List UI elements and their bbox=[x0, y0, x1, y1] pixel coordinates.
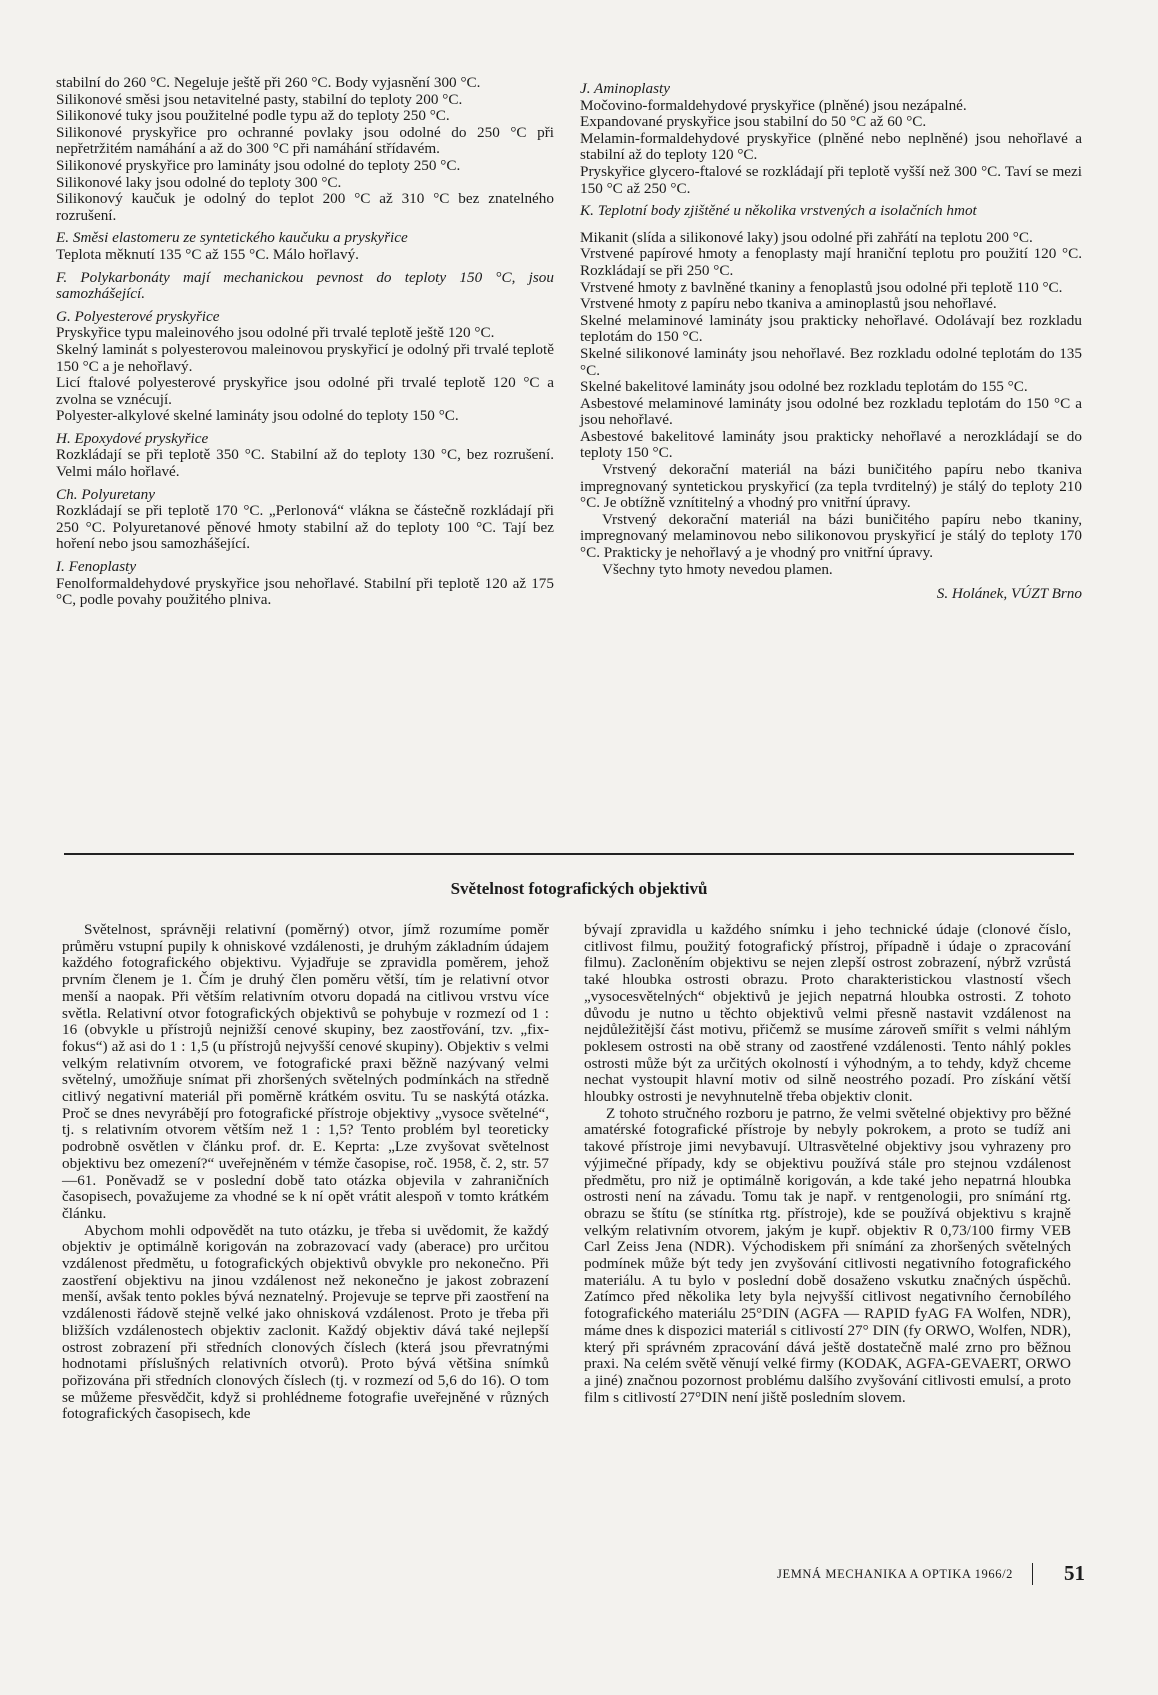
text-paragraph: Silikonové směsi jsou netavitelné pasty, stabilní do teploty 200 °C. bbox=[56, 90, 463, 108]
text-paragraph: Silikonové tuky jsou použitelné podle typu až do teploty 250 °C. bbox=[56, 107, 450, 125]
text-paragraph: Rozkládají se při teplotě 350 °C. Stabilní až do teploty 130 °C, bez rozrušení. Velmi málo hořlavé. bbox=[56, 446, 554, 481]
section-heading: K. Teplotní body zjištěné u několika vrstvených a isolačních hmot bbox=[580, 202, 977, 220]
section-heading: Ch. Polyuretany bbox=[56, 485, 155, 503]
text-paragraph: Pryskyřice typu maleinového jsou odolné při trvalé teplotě ještě 120 °C. bbox=[56, 324, 495, 342]
text-paragraph: Močovino-formaldehydové pryskyřice (plněné) jsou nezápalné. bbox=[580, 96, 967, 114]
page-footer bbox=[720, 1563, 1085, 1585]
text-paragraph: Mikanit (slída a silikonové laky) jsou odolné při zahřátí na teplotu 200 °C. bbox=[580, 228, 1033, 246]
section-heading: G. Polyesterové pryskyřice bbox=[56, 307, 220, 325]
text-paragraph: Teplota měknutí 135 °C až 155 °C. Málo hořlavý. bbox=[56, 245, 359, 263]
article-paragraph: Z tohoto stručného rozboru je patrno, že velmi světelné objektivy pro běžné amatérské fotografické přístroje by nebyly pokrokem, a proto se tudíž ani takové přístroje jimi nevybavují. Ultrasvětelné objektivy jsou vyhrazeny pro výjimečné případy, kdy se objektivu používá stále pro stejnou vzdálenost předmětu, pro niž je optimálně korigován, a kde také jeho nepatrná hloubka ostrosti není na závadu. Tomu tak je např. v rentgenologii, pro snímání rtg. obrazu se štítu (se stínítka rtg. přístroje), kde se používá objektivu s krajně velkým relativním otvorem, jakým je kupř. objektiv R 0,73/100 firmy VEB Carl Zeiss Jena (NDR). Východiskem při snímání za zhoršených světelných podmínek může být tedy jen zvyšování citlivosti negativního fotografického materiálu. A tu bylo v poslední době dosaženo vskutku značných úspěchů. Zatímco před několika lety byla nejvyšší citlivost negativního černobílého fotografického materiálu 25°DIN (AGFA — RAPID fyAG FA Wolfen, NDR), máme dnes k dispozici materiál s citlivostí 27° DIN (fy ORWO, Wolfen, NDR), který při správném zpracování dává ještě dostatečně malé zrno pro běžnou praxi. Na celém světě věnují velké firmy (KODAK, AGFA-GEVAERT, ORWO a jiné) značnou pozornost problému dalšího zvyšování citlivosti emulsí, a proto film s citlivostí 27°DIN není jiště posledním slovem. bbox=[584, 1104, 1071, 1406]
text-paragraph: Silikonové pryskyřice pro ochranné povlaky jsou odolné do 250 °C při nepřetržitém namáhání a až do 300 °C při namáhání střídavém. bbox=[56, 123, 554, 158]
text-paragraph: Vrstvené hmoty z papíru nebo tkaniva a aminoplastů jsou nehořlavé. bbox=[580, 295, 997, 313]
text-paragraph: Silikonové laky jsou odolné do teploty 300 °C. bbox=[56, 173, 342, 191]
text-paragraph: Licí ftalové polyesterové pryskyřice jsou odolné při trvalé teplotě 120 °C a zvolna se vznécují. bbox=[56, 374, 554, 408]
text-paragraph: Asbestové bakelitové lamináty jsou prakticky nehořlavé a nerozkládají se do teploty 150 °C. bbox=[580, 427, 1082, 462]
right-column bbox=[580, 75, 1082, 603]
footer-divider bbox=[1032, 1563, 1033, 1585]
text-paragraph: Silikonový kaučuk je odolný do teplot 200 °C až 310 °C bez znatelného rozrušení. bbox=[56, 190, 554, 224]
text-paragraph: Vrstvený dekorační materiál na bázi buničitého papíru nebo tkaniva impregnovaný syntetickou pryskyřicí (za tepla tvrditelný) je stálý do teploty 210 °C. Je obtížně vznítitelný a vhodný pro vnitřní úpravy. bbox=[580, 461, 1082, 512]
text-paragraph: Rozkládají se při teplotě 170 °C. „Perlonová“ vlákna se částečně rozkládají při 250 °C. Polyuretanové pěnové hmoty stabilní až do teploty 100 °C. Tají bez hoření nebo jsou samozhášející. bbox=[56, 502, 554, 553]
text-paragraph: Melamin-formaldehydové pryskyřice (plněné nebo neplněné) jsou nehořlavé a stabilní až do teploty 120 °C. bbox=[580, 129, 1082, 164]
text-paragraph: Vrstvené hmoty z bavlněné tkaniny a fenoplastů jsou odolné při teplotě 110 °C. bbox=[580, 278, 1063, 296]
text-paragraph: Skelný laminát s polyesterovou maleinovou pryskyřicí je odolný při trvalé teplotě 150 °C a je nehořlavý. bbox=[56, 340, 554, 375]
article-paragraph: Abychom mohli odpovědět na tuto otázku, je třeba si uvědomit, že každý objektiv je optimálně korigován na zobrazovací vady (aberace) pro určitou vzdálenost předmětu, u fotografických objektivů obvykle pro nekonečno. Při zaostření objektivu na jinou vzdálenost než nekonečno je jakost zobrazení menší, avšak tento pokles bývá neznatelný. Projevuje se teprve při zaostření na vzdálenosti řádově stejně velké jako ohnisková vzdálenost. Proto je třeba při bližších vzdálenostech objektiv zaclonit. Každý objektiv dává také nejlepší ostrost zobrazení při středních clonových číslech (která jsou převratnými hodnotami příslušných relativních otvorů). Proto bývá většina snímků pořizována při středních clonových číslech (tj. v rozmezí od 5,6 do 16). O tom se můžeme přesvědčit, když si prohlédneme fotografie uveřejněné v různých fotografických časopisech, kde bbox=[62, 1221, 549, 1423]
text-paragraph: Pryskyřice glycero-ftalové se rozkládají při teplotě vyšší než 300 °C. Taví se mezi 150 °C až 250 °C. bbox=[580, 162, 1082, 197]
section-heading: J. Aminoplasty bbox=[580, 80, 670, 97]
section-heading: F. Polykarbonáty mají mechanickou pevnost do teploty 150 °C, jsou samozhášející. bbox=[56, 268, 554, 303]
text-paragraph: Polyester-alkylové skelné lamináty jsou odolné do teploty 150 °C. bbox=[56, 407, 459, 425]
article-right-column bbox=[584, 922, 1071, 1406]
text-paragraph: Fenolformaldehydové pryskyřice jsou nehořlavé. Stabilní při teplotě 120 až 175 °C, podle povahy použitého plniva. bbox=[56, 574, 554, 609]
text-paragraph: Expandované pryskyřice jsou stabilní do 50 °C až 60 °C. bbox=[580, 113, 927, 131]
article-title: Světelnost fotografických objektivů bbox=[450, 879, 708, 898]
text-paragraph: stabilní do 260 °C. Negeluje ještě při 260 °C. Body vyjasnění 300 °C. bbox=[56, 74, 481, 91]
text-paragraph: Vrstvený dekorační materiál na bázi buničitého papíru nebo tkaniny, impregnovaný melaminovou nebo silikonovou pryskyřicí je stálý do teploty 170 °C. Prakticky je nehořlavý a je vhodný pro vnitřní úpravy. bbox=[580, 510, 1082, 562]
journal-name: JEMNÁ MECHANIKA A OPTIKA 1966/2 bbox=[777, 1567, 1013, 1581]
text-paragraph: Skelné silikonové lamináty jsou nehořlavé. Bez rozkladu odolné teplotám do 135 °C. bbox=[580, 344, 1082, 379]
page-number: 51 bbox=[1064, 1561, 1085, 1585]
article-paragraph: Světelnost, správněji relativní (poměrný) otvor, jímž rozumíme poměr průměru vstupní pupily k ohniskové vzdálenosti, je druhým základním údajem každého fotografického objektivu. Vyjadřuje se zpravidla poměrem, jehož prvním členem je 1. Čím je druhý člen poměru větší, tím je relativní otvor menší a naopak. Při větším relativním otvoru dopadá na citlivou vrstvu více světla. Relativní otvor fotografických objektivů se pohybuje v rozmezí od 1 : 16 (obvykle u přístrojů nejnižší cenové skupiny, bez zaostřování, tzv. „fix-fokus“) až asi do 1 : 1,5 (u přístrojů nejvyšší cenové skupiny). Objektiv s velmi velkým relativním otvorem, ve fotografické praxi běžně nazývaný velmi světelný, umožňuje snímat při zhoršených světelných podmínkách na středně citlivý negativní materiál při poměrně krátkém osvitu. Tu se naskýtá otázka. Proč se dnes nevyrábějí pro fotografické přístroje objektivy „vysoce světelné“, tj. s relativním otvorem větším než 1 : 1,5? Tento problém byl teoreticky podrobně osvětlen v článku prof. dr. E. Keprta: „Lze zvyšovat světelnost objektivu bez omezení?“ uveřejněném v témže časopise, roč. 1958, č. 2, str. 57—61. Poněvadž se v poslední době tato otázka objevila v zahraničních časopisech, považujeme za vhodné se k ní opět vrátit alespoň v tomto krátkém článku. bbox=[62, 921, 549, 1222]
text-paragraph: Skelné bakelitové lamináty jsou odolné bez rozkladu teplotám do 155 °C. bbox=[580, 378, 1028, 396]
section-heading: E. Směsi elastomeru ze syntetického kaučuku a pryskyřice bbox=[56, 229, 408, 247]
author-signature: S. Holánek, VÚZT Brno bbox=[936, 585, 1082, 603]
text-paragraph: Silikonové pryskyřice pro lamináty jsou odolné do teploty 250 °C. bbox=[56, 156, 461, 174]
text-paragraph: Vrstvené papírové hmoty a fenoplasty mají hraniční teplotu pro použití 120 °C. Rozkládají se při 250 °C. bbox=[580, 245, 1082, 279]
article-left-column bbox=[62, 922, 549, 1423]
section-heading: H. Epoxydové pryskyřice bbox=[56, 429, 209, 447]
left-column bbox=[56, 75, 554, 609]
section-divider bbox=[64, 853, 1074, 855]
text-paragraph: Asbestové melaminové lamináty jsou odolné bez rozkladu teplotám do 150 °C a jsou nehořlavé. bbox=[580, 394, 1082, 429]
text-paragraph: Všechny tyto hmoty nevedou plamen. bbox=[602, 560, 833, 578]
article-paragraph: bývají zpravidla u každého snímku i jeho technické údaje (clonové číslo, citlivost filmu, použitý fotografický přístroj, případně i údaje o zpracování filmu). Zacloněním objektivu se nejen zlepší ostrost zobrazení, nýbrž vzrůstá také hloubka ostrosti obrazu. Proto charakteristickou vlastností všech „vysocesvětelných“ objektivů je jejich nepatrná hloubka ostrosti. Z tohoto důvodu je nutno u těchto objektivů velmi přesně nastavit vzdálenost na nejdůležitější část motivu, přičemž se musíme zároveň smířit s velmi náhlým poklesem ostrosti na obě strany od zaostřené vzdálenosti. Tento náhlý pokles ostrosti může být za určitých okolností i výhodným, a to tehdy, když chceme nechat vystoupit hlavní motiv od silně neostrého pozadí. Pro získání větší hloubky ostrosti je nevyhnutelně třeba objektiv clonit. bbox=[584, 921, 1071, 1106]
section-heading: I. Fenoplasty bbox=[56, 558, 137, 576]
text-paragraph: Skelné melaminové lamináty jsou prakticky nehořlavé. Odolávají bez rozkladu teplotám do 150 °C. bbox=[580, 311, 1082, 346]
